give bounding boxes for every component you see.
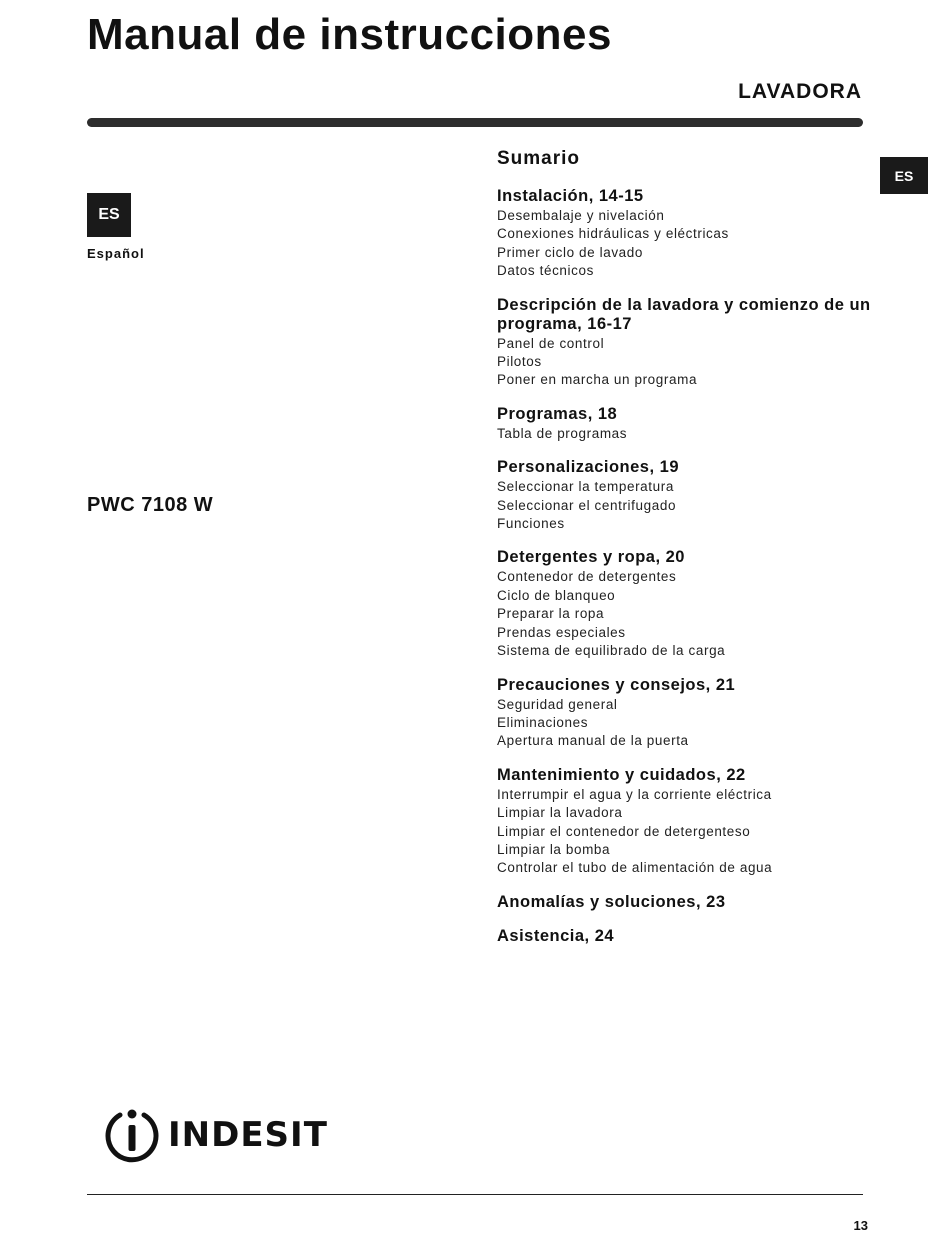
section-item: Desembalaje y nivelación (497, 208, 665, 223)
section-item: Seleccionar la temperatura (497, 479, 674, 495)
section-item: Prendas especiales (497, 624, 626, 640)
contents-section (497, 296, 877, 390)
section-item: Limpiar el contenedor de detergenteso (497, 823, 751, 839)
section-items (497, 425, 877, 443)
section-item: Seleccionar el centrifugado (497, 497, 677, 513)
indesit-logo-icon (104, 1106, 160, 1164)
section-title: Programas, 18 (497, 404, 618, 423)
footer-divider (87, 1194, 863, 1195)
contents-section (497, 405, 877, 443)
section-item: Limpiar la lavadora (497, 805, 623, 821)
section-item: Limpiar la bomba (497, 841, 611, 857)
contents-section (497, 766, 877, 878)
product-type: LAVADORA (738, 80, 862, 103)
section-item: Contenedor de detergentes (497, 569, 677, 585)
section-item: Panel de control (497, 335, 605, 351)
language-badge: ES (87, 193, 131, 237)
section-title: Instalación, 14-15 (497, 187, 644, 205)
section-title: Detergentes y ropa, 20 (497, 548, 685, 567)
section-title: Mantenimiento y cuidados, 22 (497, 765, 746, 784)
section-item: Sistema de equilibrado de la carga (497, 643, 726, 659)
section-item: Primer ciclo de lavado (497, 244, 644, 260)
section-title: Personalizaciones, 19 (497, 458, 680, 477)
section-title: Anomalías y soluciones, 23 (497, 892, 726, 911)
section-item: Preparar la ropa (497, 606, 605, 622)
section-item: Apertura manual de la puerta (497, 733, 689, 749)
contents-section (497, 548, 877, 660)
brand-logo (104, 1106, 328, 1164)
language-name: Español (87, 246, 145, 261)
section-item: Pilotos (497, 354, 542, 370)
section-items (497, 207, 877, 281)
section-items (497, 568, 877, 660)
contents-section (497, 927, 877, 946)
section-items (497, 696, 877, 751)
section-items (497, 786, 877, 878)
section-item: Eliminaciones (497, 714, 589, 730)
section-item: Conexiones hidráulicas y eléctricas (497, 226, 729, 242)
table-of-contents (497, 148, 877, 961)
page-number: 13 (853, 1218, 868, 1233)
section-item: Poner en marcha un programa (497, 372, 698, 388)
section-item: Interrumpir el agua y la corriente eléctrica (497, 786, 772, 802)
contents-title: Sumario (497, 148, 581, 169)
section-item: Funciones (497, 516, 565, 532)
section-title: Asistencia, 24 (497, 926, 615, 945)
contents-section (497, 676, 877, 751)
section-items (497, 478, 877, 533)
section-items (497, 335, 877, 390)
brand-name: INDESIT (168, 1115, 328, 1155)
contents-section (497, 187, 877, 281)
section-item: Tabla de programas (497, 425, 628, 441)
header-divider (87, 118, 863, 127)
section-title: Descripción de la lavadora y comienzo de un programa, 16-17 (497, 295, 871, 333)
section-item: Controlar el tubo de alimentación de agua (497, 860, 773, 876)
contents-sections (497, 187, 877, 946)
document-title: Manual de instrucciones (87, 10, 612, 59)
language-side-tab: ES (880, 157, 928, 194)
section-item: Datos técnicos (497, 263, 594, 279)
contents-section (497, 458, 877, 533)
contents-section (497, 893, 877, 912)
section-item: Seguridad general (497, 696, 618, 712)
section-title: Precauciones y consejos, 21 (497, 675, 736, 694)
section-item: Ciclo de blanqueo (497, 587, 616, 603)
model-number: PWC 7108 W (87, 494, 214, 516)
